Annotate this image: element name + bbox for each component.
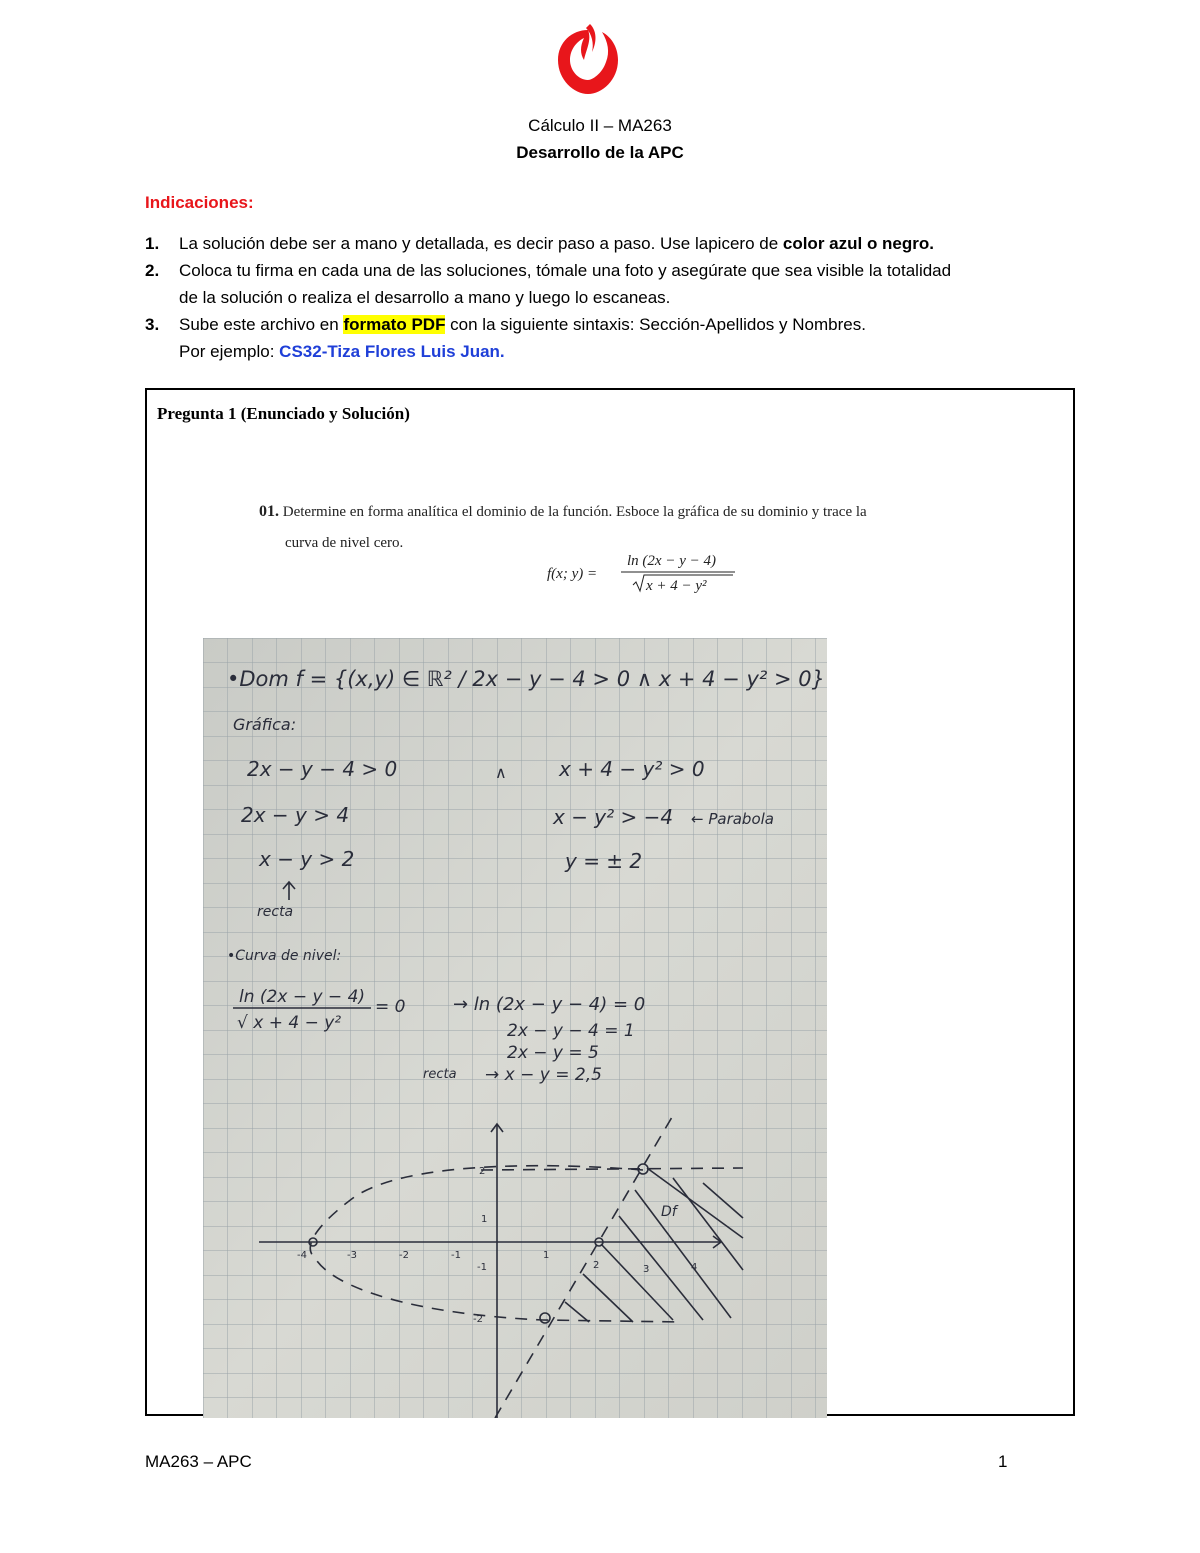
hw-l1a: 2x − y − 4 > 0 [247, 757, 398, 781]
formula-numerator: ln (2x − y − 4) [627, 553, 716, 569]
hw-tick-x-7: 4 [691, 1262, 698, 1273]
hw-curva: •Curva de nivel: [227, 948, 342, 964]
hw-frac-den: √ x + 4 − y² [237, 1013, 342, 1033]
hw-eq0: = 0 [375, 997, 406, 1017]
hw-l2b: x − y² > −4 [553, 805, 674, 829]
hw-tick-x-6: 3 [643, 1264, 650, 1275]
hw-tick-x-4: 1 [543, 1250, 550, 1261]
footer-course: MA263 – APC [145, 1452, 252, 1471]
hw-l1b: x + 4 − y² > 0 [559, 757, 705, 781]
hw-tick-y-1: 1 [481, 1214, 488, 1225]
hw-step2: 2x − y − 4 = 1 [507, 1021, 635, 1041]
upc-logo [552, 22, 624, 96]
formula-denominator: x + 4 − y² [646, 578, 707, 594]
document-subtitle: Desarrollo de la APC [516, 143, 684, 162]
formula-lhs: f(x; y) = [547, 566, 598, 582]
hw-df: Df [661, 1204, 677, 1220]
example-filename: CS32-Tiza Flores Luis Juan. [279, 342, 505, 361]
hw-step1: → ln (2x − y − 4) = 0 [453, 994, 646, 1015]
handwritten-solution-photo [203, 638, 827, 1418]
function-formula [547, 545, 747, 597]
hw-domain: •Dom f = {(x,y) ∈ ℝ² / 2x − y − 4 > 0 ∧ x + 4 − y² > 0} [227, 667, 825, 691]
hw-step3: 2x − y = 5 [507, 1043, 599, 1063]
hw-parabola: ← Parabola [691, 810, 774, 828]
instructions-title: Indicaciones: [145, 193, 254, 212]
page-number: 1 [998, 1452, 1008, 1471]
hw-tick-x-5: 2 [593, 1260, 600, 1271]
course-title: Cálculo II – MA263 [528, 116, 672, 135]
hw-recta-2: recta [423, 1067, 457, 1082]
pdf-format-highlight: formato PDF [343, 315, 446, 334]
question-box [145, 388, 1075, 1416]
hw-tick-y-3: -2 [473, 1314, 483, 1325]
hw-tick-x-2: -2 [399, 1250, 409, 1261]
hw-l2a: 2x − y > 4 [241, 803, 350, 827]
hw-grafica: Gráfica: [233, 715, 297, 734]
hw-and: ∧ [495, 763, 507, 782]
hw-tick-x-0: -4 [297, 1250, 307, 1261]
hw-tick-y-2: -1 [477, 1262, 487, 1273]
hw-l3a: x − y > 2 [259, 847, 355, 871]
hw-recta: recta [257, 904, 294, 920]
hw-step4: → x − y = 2,5 [485, 1065, 602, 1085]
hw-tick-x-3: -1 [451, 1250, 461, 1261]
hw-tick-x-1: -3 [347, 1250, 357, 1261]
hw-tick-y-0: 2 [479, 1166, 486, 1177]
question-statement: 01. Determine en forma analítica el dominio de la función. Esboce la gráfica de su dominio y trace la curva de nivel cero. [259, 503, 867, 551]
hw-l3b: y = ± 2 [565, 849, 643, 873]
hw-frac-num: ln (2x − y − 4) [239, 987, 366, 1007]
question-heading: Pregunta 1 (Enunciado y Solución) [157, 404, 410, 423]
